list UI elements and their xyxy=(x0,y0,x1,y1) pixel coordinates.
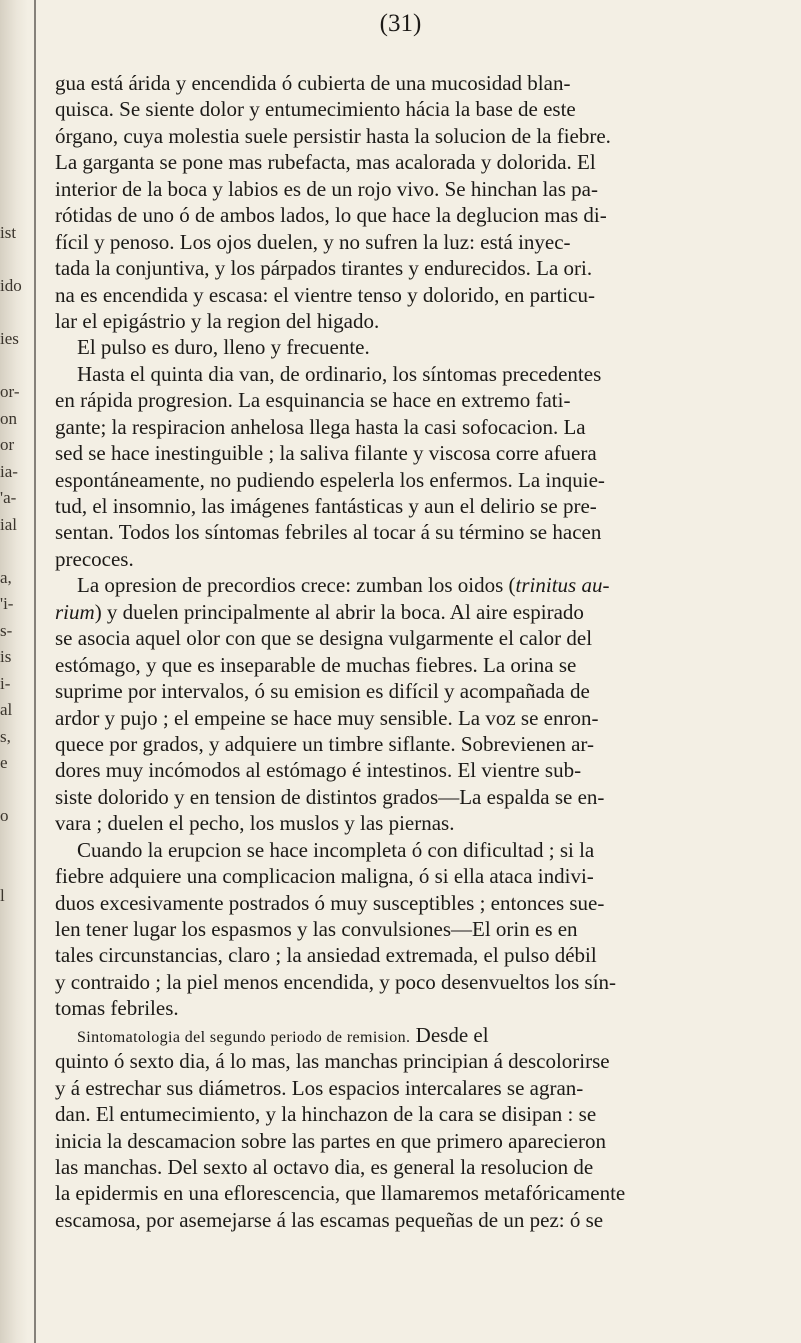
text-line xyxy=(55,784,775,810)
line-text: la epidermis en una eflorescencia, que llamaremos metafóricamente xyxy=(55,1181,626,1206)
gutter-mark: 'i- xyxy=(0,594,14,613)
line-text: precoces. xyxy=(55,546,134,571)
latin-term: trinitus au- xyxy=(515,573,610,598)
text-line xyxy=(55,176,775,202)
text-line xyxy=(55,308,775,334)
gutter-mark: e xyxy=(0,753,8,772)
line-text: Desde el xyxy=(410,1022,489,1047)
text-line xyxy=(55,282,775,308)
line-text: dores muy incómodos al estómago é intestinos. El vientre sub- xyxy=(55,758,582,783)
gutter-mark: l xyxy=(0,885,5,905)
text-line xyxy=(55,837,775,863)
gutter-mark xyxy=(0,300,30,327)
section-heading: Sintomatologia del segundo periodo de remision. xyxy=(77,1028,411,1046)
text-line xyxy=(55,810,775,836)
gutter-mark: ia- xyxy=(0,461,18,481)
gutter-mark: o xyxy=(0,806,9,825)
text-line xyxy=(55,387,775,413)
line-text: Cuando la erupcion se hace incompleta ó con dificultad ; si la xyxy=(77,837,595,862)
text-line xyxy=(55,149,775,175)
latin-term: rium xyxy=(55,599,95,624)
text-line xyxy=(55,255,775,281)
gutter-mark xyxy=(0,936,30,963)
text-line xyxy=(55,1101,775,1127)
gutter-mark xyxy=(0,777,30,804)
line-text: La opresion de precordios crece: zumban los oidos ( xyxy=(77,573,516,598)
line-text: len tener lugar los espasmos y las convulsiones—El orin es en xyxy=(55,917,578,941)
gutter-mark: 'a- xyxy=(0,488,17,507)
text-line xyxy=(55,731,775,757)
line-text: tud, el insomnio, las imágenes fantásticas y aun el delirio se pre- xyxy=(55,494,597,518)
gutter-mark xyxy=(0,909,30,936)
line-text: y á estrechar sus diámetros. Los espacios intercalares se agran- xyxy=(55,1075,584,1100)
text-line xyxy=(55,705,775,731)
line-text: dan. El entumecimiento, y la hinchazon de la cara se disipan : se xyxy=(55,1102,597,1127)
line-text: tales circunstancias, claro ; la ansiedad extremada, el pulso débil xyxy=(55,943,597,968)
text-line xyxy=(55,202,775,228)
gutter-mark: a, xyxy=(0,567,12,587)
gutter-mark xyxy=(0,856,30,883)
text-line xyxy=(55,652,775,678)
text-line xyxy=(55,1207,775,1233)
text-line xyxy=(55,123,775,149)
line-text: La garganta se pone mas rubefacta, mas acalorada y dolorida. El xyxy=(55,150,596,175)
gutter-mark: al xyxy=(0,700,13,719)
text-line xyxy=(55,70,775,96)
text-line xyxy=(55,625,775,651)
line-text: quinto ó sexto dia, á lo mas, las manchas principian á descolorirse xyxy=(55,1049,610,1074)
text-line xyxy=(55,1048,775,1074)
line-text: siste dolorido y en tension de distintos grados—La espalda se en- xyxy=(55,784,605,809)
line-text: vara ; duelen el pecho, los muslos y las piernas. xyxy=(55,811,455,836)
line-text: escamosa, por asemejarse á las escamas pequeñas de un pez: ó se xyxy=(55,1207,604,1232)
line-text: inicia la descamacion sobre las partes en que primero aparecieron xyxy=(55,1128,606,1153)
text-line xyxy=(55,890,775,916)
line-text: sentan. Todos los síntomas febriles al tocar á su término se hacen xyxy=(55,520,602,545)
line-text: na es encendida y escasa: el vientre tenso y dolorido, en particu- xyxy=(55,282,595,307)
line-text: rótidas de uno ó de ambos lados, lo que hace la deglucion mas di- xyxy=(55,203,607,228)
page-number: (31) xyxy=(379,10,422,37)
gutter-mark: ido xyxy=(0,276,22,295)
text-line xyxy=(55,1075,775,1101)
line-text: se asocia aquel olor con que se designa vulgarmente el calor del xyxy=(55,626,593,651)
line-text: suprime por intervalos, ó su emision es difícil y acompañada de xyxy=(55,679,590,704)
gutter-mark xyxy=(0,830,30,857)
text-line xyxy=(55,467,775,493)
line-text: órgano, cuya molestia suele persistir hasta la solucion de la fiebre. xyxy=(55,123,611,148)
gutter-mark xyxy=(0,1015,30,1042)
gutter-mark: s, xyxy=(0,726,11,746)
line-text: ) y duelen principalmente al abrir la boca. Al aire espirado xyxy=(94,599,584,624)
gutter-mark xyxy=(0,962,30,989)
gutter-mark xyxy=(0,538,30,565)
text-line xyxy=(55,229,775,255)
gutter-mark: ies xyxy=(0,329,19,348)
text-line xyxy=(55,757,775,783)
text-line xyxy=(55,414,775,440)
text-line xyxy=(55,1128,775,1154)
gutter-mark xyxy=(0,353,30,380)
gutter-mark xyxy=(0,247,30,274)
gutter-marks xyxy=(0,220,30,1042)
text-line xyxy=(55,1180,775,1206)
line-text: sed se hace inestinguible ; la saliva filante y viscosa corre afuera xyxy=(55,441,597,466)
line-text: ardor y pujo ; el empeine se hace muy sensible. La voz se enron- xyxy=(55,705,599,730)
text-line xyxy=(55,942,775,968)
line-text: estómago, y que es inseparable de muchas fiebres. La orina se xyxy=(55,652,577,677)
line-text: gua está árida y encendida ó cubierta de una mucosidad blan- xyxy=(55,71,571,95)
gutter-mark: s- xyxy=(0,620,13,640)
line-text: Hasta el quinta dia van, de ordinario, los síntomas precedentes xyxy=(77,361,602,386)
text-line xyxy=(55,440,775,466)
text-line xyxy=(55,546,775,572)
text-line xyxy=(55,361,775,387)
line-text: interior de la boca y labios es de un rojo vivo. Se hinchan las pa- xyxy=(55,176,598,201)
line-text: quisca. Se siente dolor y entumecimiento hácia la base de este xyxy=(55,97,576,122)
text-line xyxy=(55,995,775,1021)
line-text: fícil y penoso. Los ojos duelen, y no sufren la luz: está inyec- xyxy=(55,229,571,254)
gutter-mark: on xyxy=(0,408,17,428)
gutter-mark: ist xyxy=(0,223,17,242)
text-line xyxy=(55,96,775,122)
line-text: duos excesivamente postrados ó muy susceptibles ; entonces sue- xyxy=(55,890,605,915)
text-line xyxy=(55,916,775,942)
text-line xyxy=(55,863,775,889)
text-line xyxy=(55,1022,775,1048)
text-line xyxy=(55,1154,775,1180)
line-text: en rápida progresion. La esquinancia se hace en extremo fati- xyxy=(55,388,571,413)
line-text: fiebre adquiere una complicacion maligna, ó si ella ataca indivi- xyxy=(55,864,594,889)
line-text: El pulso es duro, lleno y frecuente. xyxy=(77,335,370,360)
line-text: lar el epigástrio y la region del higado. xyxy=(55,308,380,333)
line-text: y contraido ; la piel menos encendida, y poco desenvueltos los sín- xyxy=(55,969,617,994)
body-text xyxy=(55,70,775,1233)
line-text: las manchas. Del sexto al octavo dia, es general la resolucion de xyxy=(55,1154,594,1179)
binding-edge xyxy=(34,0,36,1343)
text-line xyxy=(55,678,775,704)
text-line xyxy=(55,493,775,519)
text-line xyxy=(55,969,775,995)
text-line xyxy=(55,519,775,545)
text-line xyxy=(55,334,775,360)
line-text: tada la conjuntiva, y los párpados tirantes y endurecidos. La ori. xyxy=(55,256,593,281)
line-text: tomas febriles. xyxy=(55,996,179,1021)
gutter-mark: i- xyxy=(0,673,11,693)
gutter-mark: is xyxy=(0,647,12,666)
gutter-mark xyxy=(0,989,30,1016)
gutter-mark: or- xyxy=(0,382,20,401)
line-text: quece por grados, y adquiere un timbre siflante. Sobrevienen ar- xyxy=(55,731,594,756)
text-line xyxy=(55,599,775,625)
gutter-mark: ial xyxy=(0,514,17,534)
text-line xyxy=(55,572,775,598)
gutter-mark: or xyxy=(0,435,15,454)
line-text: gante; la respiracion anhelosa llega hasta la casi sofocacion. La xyxy=(55,414,586,439)
line-text: espontáneamente, no pudiendo espelerla los enfermos. La inquie- xyxy=(55,467,605,492)
